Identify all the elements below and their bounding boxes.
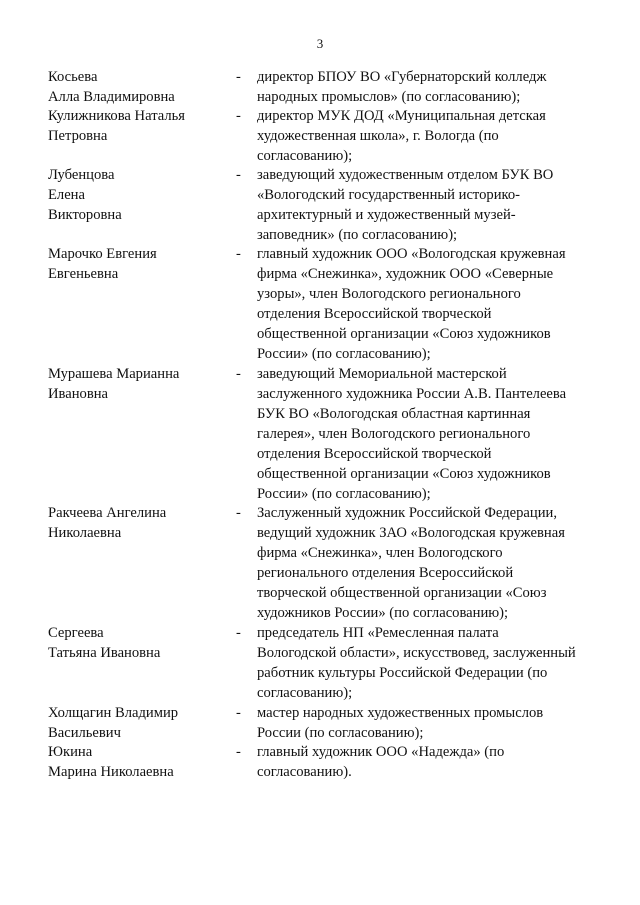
member-name	[48, 742, 223, 782]
member-name-line: Холщагин Владимир	[48, 705, 179, 721]
member-position-line: согласованию);	[257, 148, 353, 164]
member-position-line: директор МУК ДОД «Муниципальная детская	[257, 108, 546, 124]
member-name-line: Косьева	[48, 69, 98, 85]
member-position-line: общественной организации «Союз художников	[257, 466, 551, 482]
member-name	[48, 623, 223, 663]
member-name-line: Алла Владимировна	[48, 89, 175, 105]
member-position-line: России» (по согласованию);	[257, 486, 431, 502]
member-name-line: Васильевич	[48, 725, 121, 741]
member-position-line: заведующий Мемориальной мастерской	[257, 366, 507, 382]
member-position	[257, 364, 597, 504]
member-name	[48, 364, 223, 404]
member-position-line: ведущий художник ЗАО «Вологодская кружевная	[257, 525, 565, 541]
member-position-line: главный художник ООО «Вологодская кружевная	[257, 246, 566, 262]
member-dash: -	[236, 167, 241, 183]
member-name-line: Николаевна	[48, 525, 122, 541]
member-position-line: заведующий художественным отделом БУК ВО	[257, 167, 554, 183]
member-name-line: Евгеньевна	[48, 266, 119, 282]
member-position-line: заповедник» (по согласованию);	[257, 227, 458, 243]
member-dash: -	[236, 69, 241, 85]
member-name-line: Елена	[48, 187, 85, 203]
member-dash: -	[236, 625, 241, 641]
member-name	[48, 106, 223, 146]
member-position-line: главный художник ООО «Надежда» (по	[257, 744, 505, 760]
member-dash: -	[236, 705, 241, 721]
member-position-line: согласованию).	[257, 764, 352, 780]
member-name-line: Татьяна Ивановна	[48, 645, 161, 661]
member-position-line: БУК ВО «Вологодская областная картинная	[257, 406, 531, 422]
member-name-line: Кулижникова Наталья	[48, 108, 186, 124]
member-position	[257, 165, 597, 245]
member-position-line: общественной организации «Союз художников	[257, 326, 551, 342]
member-position-line: Вологодской области», искусствовед, заслуженный	[257, 645, 576, 661]
member-position-line: России (по согласованию);	[257, 725, 424, 741]
member-position-line: народных промыслов» (по согласованию);	[257, 89, 521, 105]
member-position-line: России» (по согласованию);	[257, 346, 431, 362]
page-number: 3	[316, 36, 324, 51]
member-position-line: согласованию);	[257, 685, 353, 701]
member-name-line: Мурашева Марианна	[48, 366, 180, 382]
member-position-line: работник культуры Российской Федерации (по	[257, 665, 548, 681]
member-name	[48, 703, 223, 743]
member-name	[48, 165, 223, 225]
member-position	[257, 703, 597, 743]
member-position-line: мастер народных художественных промыслов	[257, 705, 544, 721]
member-position-line: узоры», член Вологодского регионального	[257, 286, 521, 302]
member-name-line: Ракчеева Ангелина	[48, 505, 167, 521]
member-position-line: архитектурный и художественный музей-	[257, 207, 516, 223]
member-position	[257, 503, 597, 623]
member-name	[48, 244, 223, 284]
member-position-line: Заслуженный художник Российской Федерации,	[257, 505, 557, 521]
member-position-line: фирма «Снежинка», член Вологодского	[257, 545, 503, 561]
member-position-line: художественная школа», г. Вологда (по	[257, 128, 499, 144]
member-position	[257, 106, 597, 166]
member-position-line: директор БПОУ ВО «Губернаторский колледж	[257, 69, 547, 85]
member-name	[48, 503, 223, 543]
member-dash: -	[236, 108, 241, 124]
member-dash: -	[236, 744, 241, 760]
member-position	[257, 623, 597, 703]
member-position-line: художников России» (по согласованию);	[257, 605, 509, 621]
member-dash: -	[236, 505, 241, 521]
member-position-line: регионального отделения Всероссийской	[257, 565, 514, 581]
member-position-line: заслуженного художника России А.В. Пантелеева	[257, 386, 567, 402]
member-name-line: Викторовна	[48, 207, 122, 223]
member-position-line: «Вологодский государственный историко-	[257, 187, 521, 203]
member-name-line: Ивановна	[48, 386, 108, 402]
member-name-line: Марина Николаевна	[48, 764, 174, 780]
member-name-line: Сергеева	[48, 625, 104, 641]
member-dash: -	[236, 366, 241, 382]
member-name-line: Марочко Евгения	[48, 246, 157, 262]
member-position-line: отделения Всероссийской творческой	[257, 446, 492, 462]
member-name-line: Лубенцова	[48, 167, 115, 183]
member-name-line: Петровна	[48, 128, 108, 144]
member-position-line: отделения Всероссийской творческой	[257, 306, 492, 322]
member-dash: -	[236, 246, 241, 262]
member-position-line: фирма «Снежинка», художник ООО «Северные	[257, 266, 554, 282]
member-position	[257, 244, 597, 364]
member-name	[48, 67, 223, 107]
member-name-line: Юкина	[48, 744, 93, 760]
member-position	[257, 742, 597, 782]
member-position	[257, 67, 597, 107]
member-position-line: председатель НП «Ремесленная палата	[257, 625, 499, 641]
member-position-line: галерея», член Вологодского регионального	[257, 426, 531, 442]
member-position-line: творческой общественной организации «Союз	[257, 585, 547, 601]
